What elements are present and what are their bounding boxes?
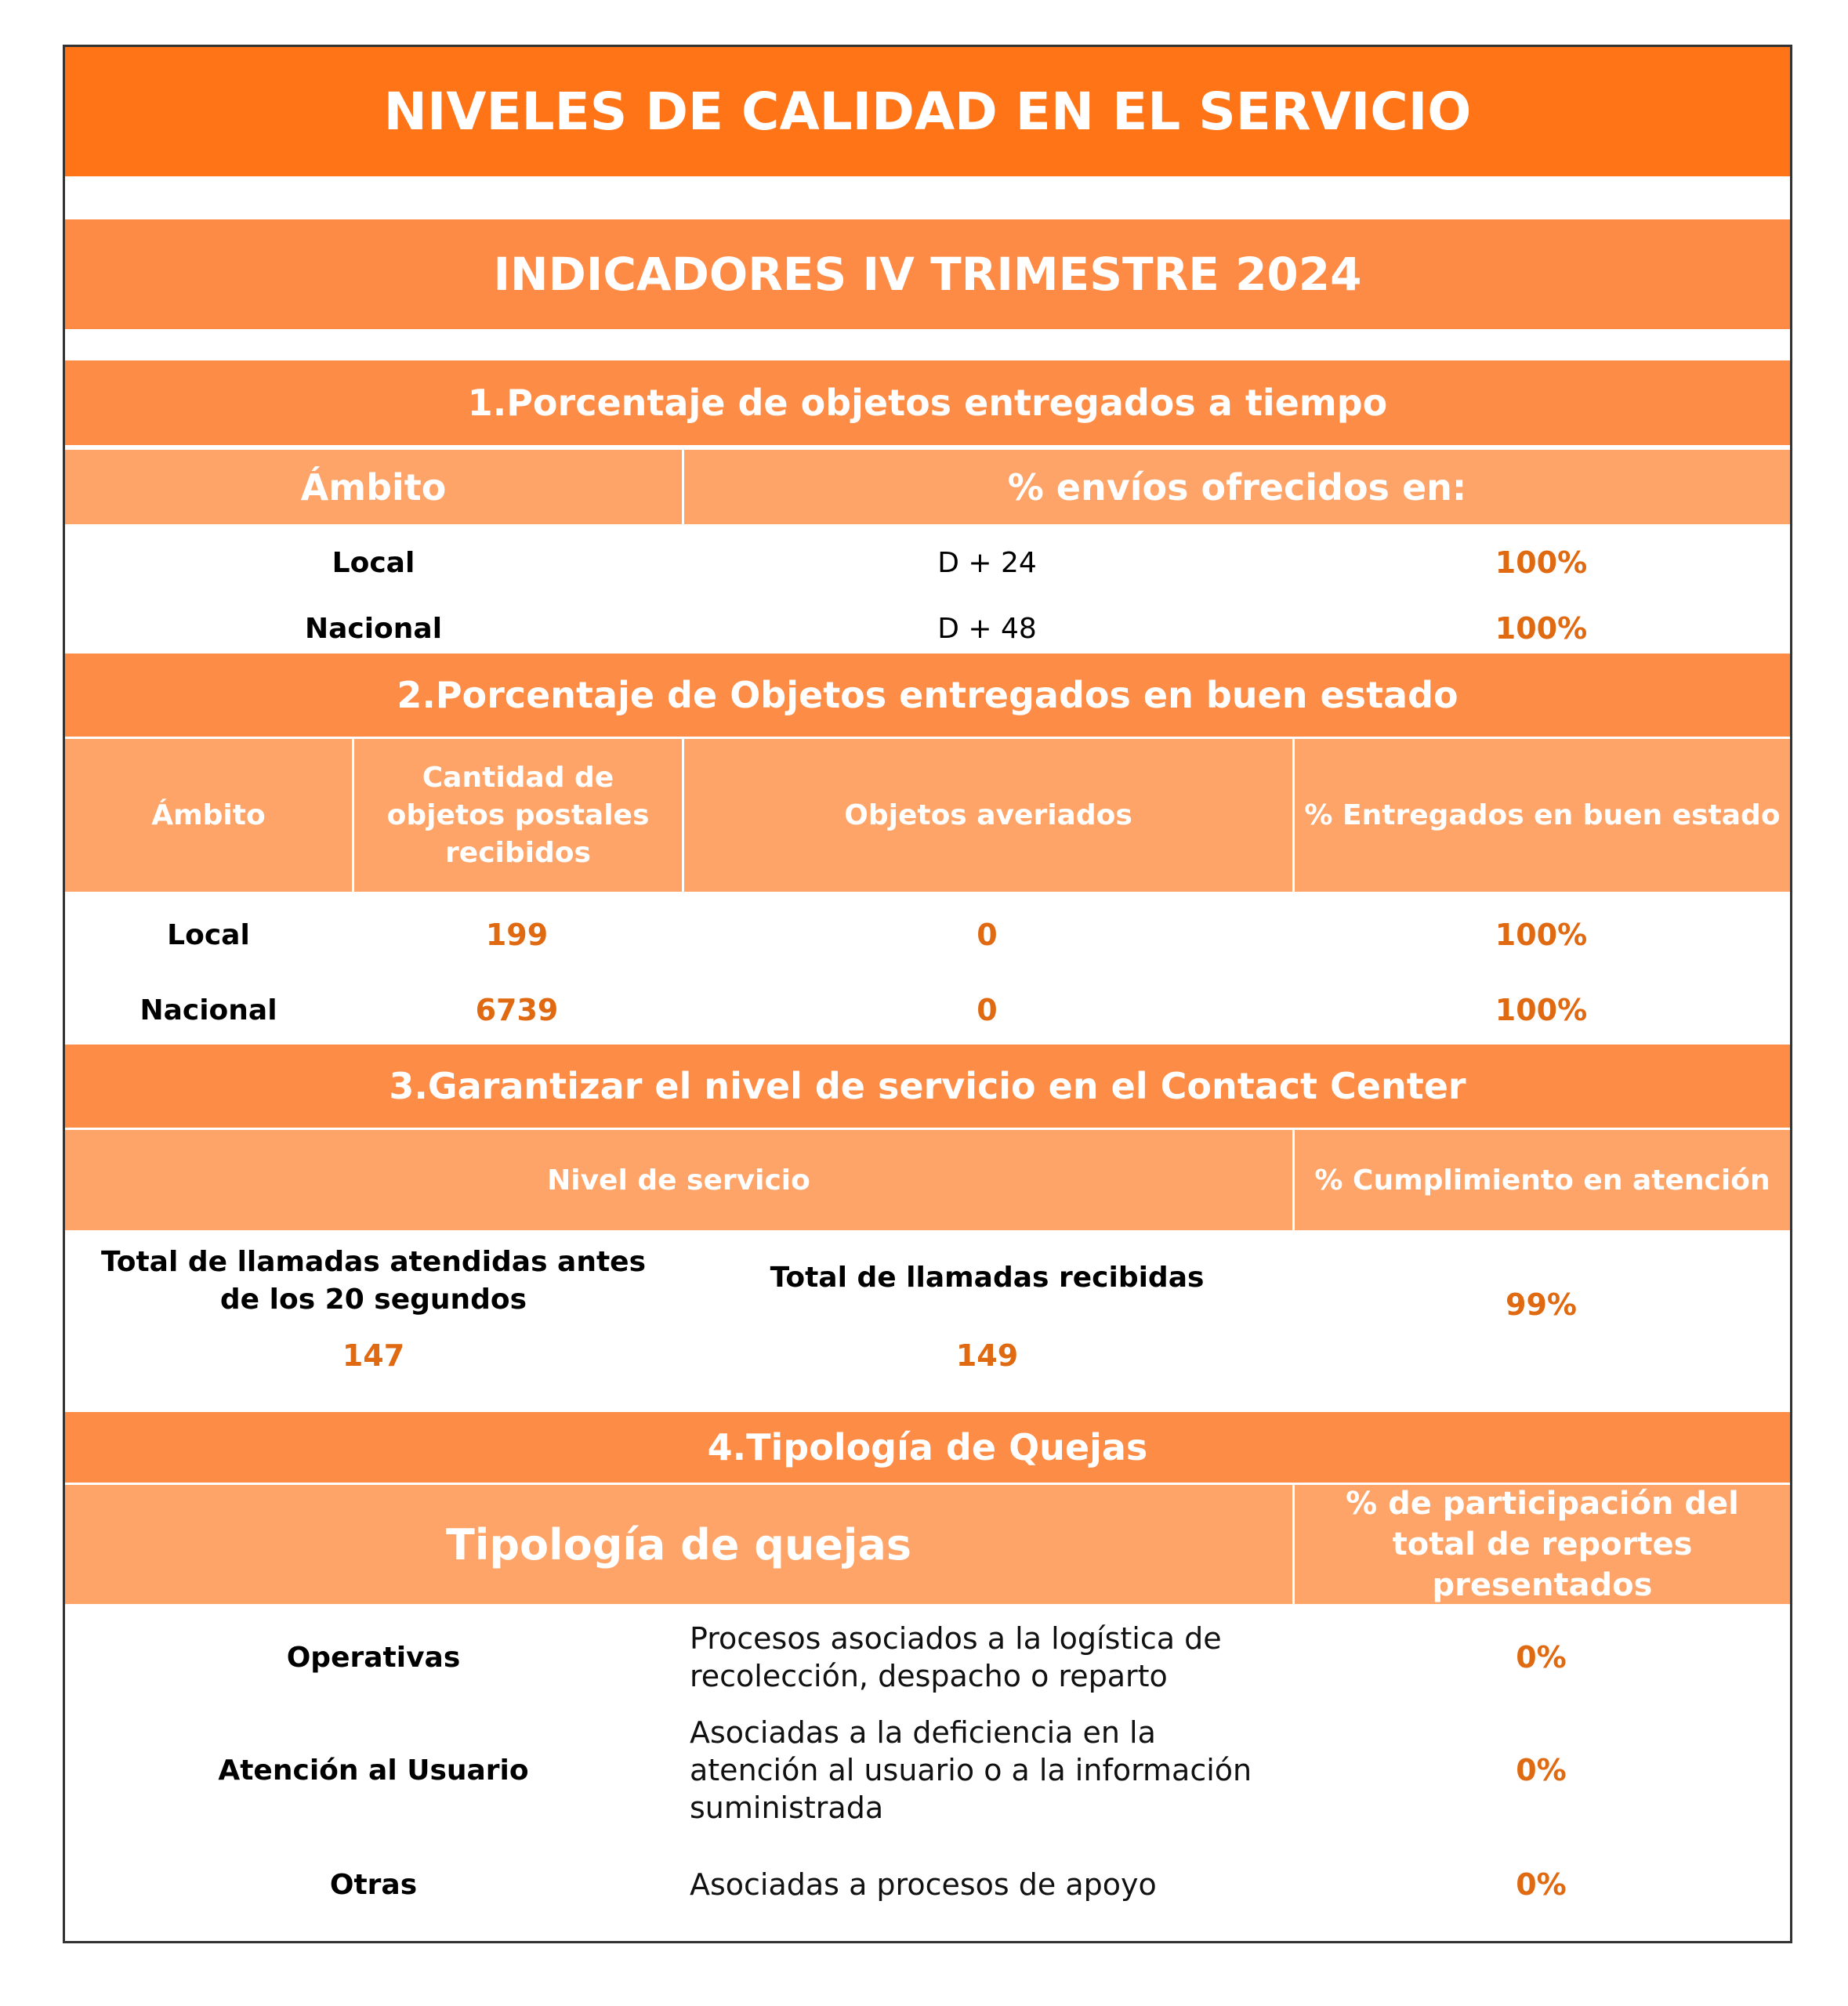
page-title: NIVELES DE CALIDAD EN EL SERVICIO <box>65 47 1790 176</box>
section2-row-local <box>65 897 1790 972</box>
section1-porcentaje: 100% <box>1495 611 1588 646</box>
section3-label-recibidas: Total de llamadas recibidas <box>770 1261 1205 1294</box>
section4-row-otras <box>65 1849 1790 1920</box>
section2-header-ambito: Ámbito <box>151 799 266 831</box>
section4-tipo: Otras <box>329 1868 418 1901</box>
section2-header-cantidad: Cantidad de objetos postales recibidos <box>352 739 682 892</box>
section1-header-envios: % envíos ofrecidos en: <box>682 450 1790 524</box>
section2-header-porcentaje: % Entregados en buen estado <box>1292 739 1790 892</box>
section1-row-local <box>65 530 1790 596</box>
section1-ambito: Local <box>332 546 415 579</box>
section2-averiados: 0 <box>977 993 998 1027</box>
section2-porcentaje: 100% <box>1495 918 1588 952</box>
section2-averiados: 0 <box>977 918 998 952</box>
section4-descripcion: Procesos asociados a la logística de recolección, despacho o reparto <box>690 1621 1222 1693</box>
section4-header-row <box>65 1483 1790 1604</box>
section3-header-row <box>65 1128 1790 1230</box>
section1-porcentaje: 100% <box>1495 545 1588 580</box>
section4-porcentaje: 0% <box>1516 1867 1567 1902</box>
section3-label-atendidas: Total de llamadas atendidas antes de los 20 segundos <box>100 1246 647 1316</box>
section4-descripcion: Asociadas a la deficiencia en la atención al usuario o a la información suministrada <box>690 1715 1252 1825</box>
section4-descripcion: Asociadas a procesos de apoyo <box>690 1867 1157 1902</box>
section4-row-atencion <box>65 1704 1790 1837</box>
section2-cantidad: 6739 <box>475 993 559 1027</box>
section2-row-nacional <box>65 972 1790 1048</box>
section4-header-tipologia: Tipología de quejas <box>446 1519 911 1570</box>
section2-header-row <box>65 737 1790 892</box>
section2-ambito: Local <box>167 918 250 951</box>
section1-plazo: D + 48 <box>937 612 1037 645</box>
section4-porcentaje: 0% <box>1516 1640 1567 1675</box>
section4-title: 4.Tipología de Quejas <box>65 1412 1790 1483</box>
report-frame <box>63 45 1792 1943</box>
section4-porcentaje: 0% <box>1516 1753 1567 1787</box>
section2-porcentaje: 100% <box>1495 993 1588 1027</box>
section2-ambito: Nacional <box>140 994 277 1027</box>
section1-header-ambito: Ámbito <box>300 465 447 509</box>
section3-value-recibidas: 149 <box>955 1338 1019 1373</box>
section1-plazo: D + 24 <box>937 546 1037 579</box>
section3-value-atendidas: 147 <box>342 1338 405 1373</box>
section2-header-averiados: Objetos averiados <box>682 739 1292 892</box>
section1-row-nacional <box>65 596 1790 661</box>
section1-header-row <box>65 447 1790 524</box>
section4-header-participacion: % de participación del total de reportes presentados <box>1292 1485 1790 1604</box>
section2-cantidad: 199 <box>485 918 549 952</box>
section1-title: 1.Porcentaje de objetos entregados a tiempo <box>65 360 1790 445</box>
section4-row-operativas <box>65 1611 1790 1704</box>
section3-porcentaje: 99% <box>1506 1287 1577 1322</box>
section3-header-nivel: Nivel de servicio <box>547 1164 810 1197</box>
section4-tipo: Operativas <box>286 1641 461 1674</box>
section4-tipo: Atención al Usuario <box>218 1754 529 1787</box>
section3-header-cumplimiento: % Cumplimiento en atención <box>1292 1130 1790 1230</box>
section3-title: 3.Garantizar el nivel de servicio en el Contact Center <box>65 1045 1790 1128</box>
section2-title: 2.Porcentaje de Objetos entregados en buen estado <box>65 654 1790 737</box>
page-subtitle: INDICADORES IV TRIMESTRE 2024 <box>65 219 1790 329</box>
section1-ambito: Nacional <box>304 612 443 645</box>
